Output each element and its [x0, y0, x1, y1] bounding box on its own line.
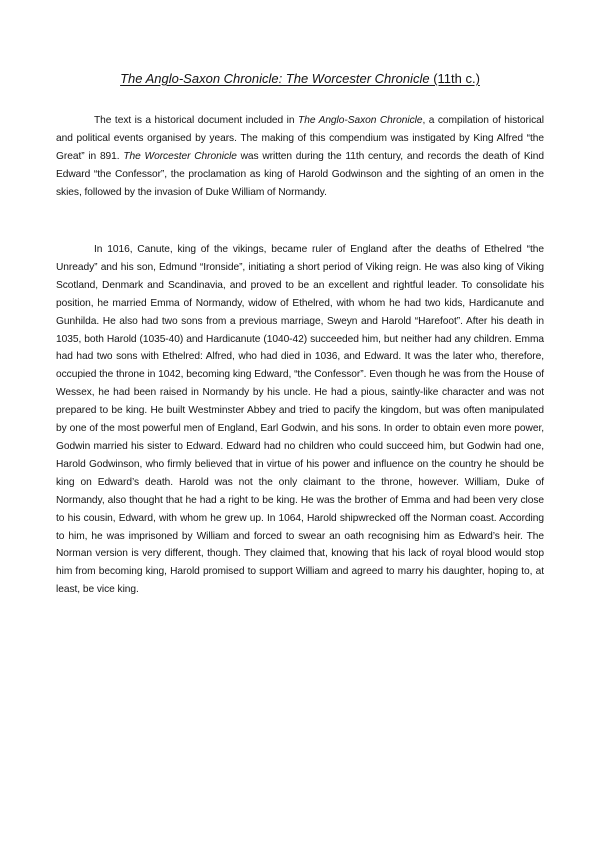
intro-text-2: , a compilation of historical and political events organised by years. The making of this compendium was instigated by King Alfred “the Great” in 891.	[56, 115, 544, 162]
history-paragraph: In 1016, Canute, king of the vikings, became ruler of England after the deaths of Ethelred “the Unready” and his son, Edmund “Ironside”, initiating a short period of Viking reign. He was also king of Viking Scotland, Denmark and Scandinavia, and proved to be an excellent and rightful leader. To consolidate his position, he married Emma of Normandy, widow of Ethelred, with whom he had two kids, Hardicanute and Gunhilda. He also had two sons from a previous marriage, Sweyn and Harold “Harefoot”. After his death in 1035, both Harold (1035-40) and Hardicanute (1040-42) succeeded him, but neither had any children. Emma had had two sons with Ethelred: Alfred, who had died in 1036, and Edward. It was the later who, therefore, occupied the throne in 1042, becoming king Edward, “the Confessor”. Even though he was from the House of Wessex, he had been raised in Normandy by his uncle. He had a pious, saintly-like character and was not prepared to be king. He built Westminster Abbey and tried to pacify the kingdom, but was often manipulated by one of the most powerful men of England, Earl Godwin, and his sons. In order to obtain even more power, Godwin married his sister to Edward. Edward had no children who could succeed him, but Godwin had one, Harold Godwinson, who firmly believed that in virtue of his power and influence on the country he should be king on Edward’s death. Harold was not the only claimant to the throne, however. William, Duke of Normandy, also thought that he had a right to be king. He was the brother of Emma and had been very close to his cousin, Edward, with whom he grew up. In 1064, Harold shipwrecked off the Norman coast. According to him, he was imprisoned by William and forced to swear an oath recognising him as Edward’s heir. The Norman version is very different, though. They claimed that, knowing that his lack of royal blood would stop him from becoming king, Harold promised to support William and agreed to marry his daughter, hoping to, at least, be vice king.	[56, 244, 544, 596]
title-italic: The Anglo-Saxon Chronicle: The Worcester Chronicle	[120, 71, 430, 86]
title-century: (11th c.)	[429, 71, 480, 86]
document-title	[0, 71, 600, 87]
intro-text-1: The text is a historical document included in	[94, 115, 299, 126]
intro-work-title-2: The Worcester Chronicle	[123, 150, 237, 162]
intro-work-title-1: The Anglo-Saxon Chronicle	[298, 115, 423, 126]
intro-paragraph	[56, 112, 544, 202]
intro-text-3: was written during the 11th century, and records the death of Kind Edward “the Confessor”, the proclamation as king of Harold Godwinson and the sighting of an omen in the skies, followed by the invasion of Duke William of Normandy.	[56, 150, 545, 198]
